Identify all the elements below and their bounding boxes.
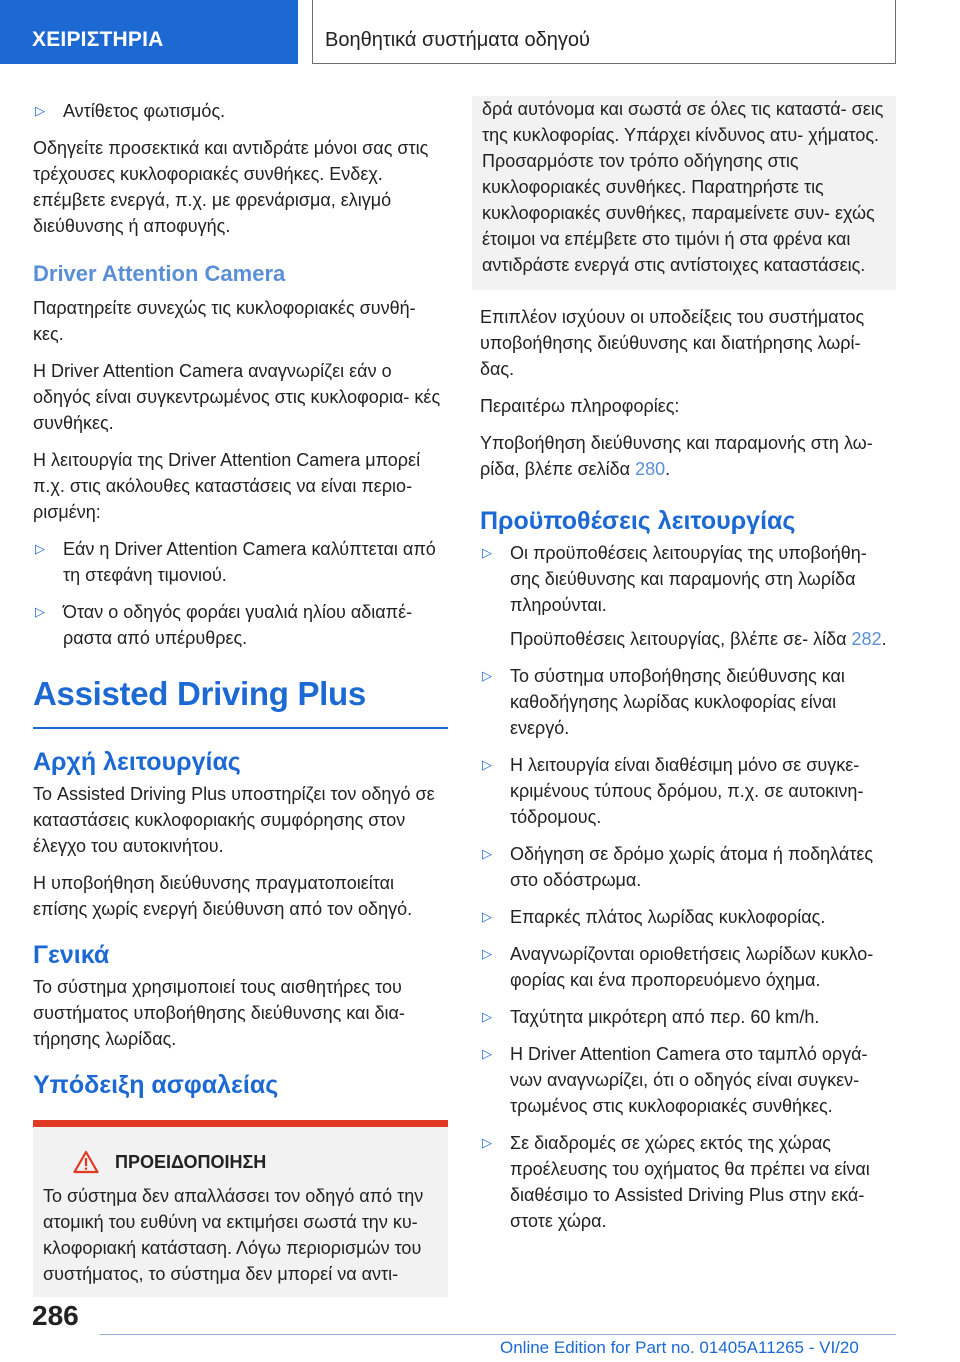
list-item: ▷ Οδήγηση σε δρόμο χωρίς άτομα ή ποδηλάτες στο οδόστρωμα. [480, 841, 895, 893]
heading-principle: Αρχή λειτουργίας [33, 748, 241, 776]
heading-safety: Υπόδειξη ασφαλείας [33, 1071, 279, 1099]
paragraph: Υποβοήθηση διεύθυνσης και παραμονής στη λω- ρίδα, βλέπε σελίδα 280. [480, 433, 873, 479]
heading-general: Γενικά [33, 941, 110, 969]
bullet-subnote: Προϋποθέσεις λειτουργίας, βλέπε σε- λίδα 282. [510, 629, 887, 649]
bullet-triangle-icon: ▷ [482, 668, 492, 683]
bullet-triangle-icon: ▷ [482, 1135, 492, 1150]
list-item: ▷ Το σύστημα υποβοήθησης διεύθυνσης και καθοδήγησης λωρίδας κυκλοφορίας είναι ενεργό. [480, 663, 895, 741]
right-column [480, 98, 895, 1245]
warning-header: ΠΡΟΕΙΔΟΠΟΙΗΣΗ [73, 1149, 438, 1175]
page-number: 286 [32, 1300, 79, 1331]
main-heading: Assisted Driving Plus [33, 675, 366, 712]
warning-text: Το σύστημα δεν απαλλάσσει τον οδηγό από την ατομική του ευθύνη να εκτιμήσει σωστά την κυ- κλοφοριακή κατάσταση. Λόγω περιορισμών του συστήματος, το σύστημα δεν μπορεί να αντι- [43, 1186, 424, 1284]
paragraph: Περαιτέρω πληροφορίες: [480, 396, 680, 416]
paragraph: Η Driver Attention Camera αναγνωρίζει εάν ο οδηγός είναι συγκεντρωμένος στις κυκλοφορια- κές συνθήκες. [33, 361, 441, 433]
bullet-triangle-icon: ▷ [35, 604, 45, 619]
warning-bar [33, 1120, 448, 1127]
list-item: ▷ Όταν ο οδηγός φοράει γυαλιά ηλίου αδιαπέ- ραστα από υπέρυθρες. [33, 599, 448, 651]
warning-triangle-icon [73, 1150, 99, 1174]
bullet-triangle-icon: ▷ [35, 103, 45, 118]
section-title: Βοηθητικά συστήματα οδηγού [312, 0, 896, 64]
list-item: ▷ Σε διαδρομές σε χώρες εκτός της χώρας προέλευσης του οχήματος θα πρέπει να είναι διαθέσιμο το Assisted Driving Plus στην εκά- στοτε χώρα. [480, 1130, 895, 1234]
page-link-282[interactable]: 282 [851, 629, 882, 649]
footer-edition: Online Edition for Part no. 01405A11265 - VI/20 [500, 1338, 859, 1357]
list-item: ▷ Αναγνωρίζονται οριοθετήσεις λωρίδων κυκλο- φορίας και ένα προπορευόμενο όχημα. [480, 941, 895, 993]
heading-divider [33, 727, 448, 729]
bullet-triangle-icon: ▷ [482, 1009, 492, 1024]
left-column [33, 98, 448, 1297]
paragraph: Παρατηρείτε συνεχώς τις κυκλοφοριακές συνθή- κες. [33, 298, 416, 344]
list-item: ▷ Η Driver Attention Camera στο ταμπλό οργά- νων αναγνωρίζει, ότι ο οδηγός είναι συγκεν- τρωμένος στις κυκλοφοριακές συνθήκες. [480, 1041, 895, 1119]
list-item: ▷ Η λειτουργία είναι διαθέσιμη μόνο σε συγκε- κριμένους τύπους δρόμου, π.χ. σε αυτοκινη- τόδρομους. [480, 752, 895, 830]
bullet-triangle-icon: ▷ [482, 545, 492, 560]
paragraph: Επιπλέον ισχύουν οι υποδείξεις του συστήματος υποβοήθησης διεύθυνσης και διατήρησης λωρί- δας. [480, 307, 865, 379]
paragraph: Το Assisted Driving Plus υποστηρίζει τον οδηγό σε καταστάσεις κυκλοφοριακής συμφόρησης στον έλεγχο του αυτοκινήτου. [33, 784, 435, 856]
page-link-280[interactable]: 280 [635, 459, 666, 479]
heading-conditions: Προϋποθέσεις λειτουργίας [480, 507, 796, 535]
bullet-triangle-icon: ▷ [482, 757, 492, 772]
list-item: ▷ Εάν η Driver Attention Camera καλύπτεται από τη στεφάνη τιμονιού. [33, 536, 448, 588]
paragraph: Η λειτουργία της Driver Attention Camera μπορεί π.χ. στις ακόλουθες καταστάσεις να είναι περιο- ρισμένη: [33, 450, 421, 522]
warning-continuation: δρά αυτόνομα και σωστά σε όλες τις καταστά- σεις της κυκλοφορίας. Υπάρχει κίνδυνος ατυ- χήματος. Προσαρμόστε τον τρόπο οδήγησης στις κυκλοφοριακές συνθήκες. Παρατηρήστε τις κυκλοφοριακές συνθήκες, παραμείνετε συν- εχώς έτοιμοι να επέμβετε στο τιμόνι ή στα φρένα και αντιδράστε ενεργά στις αντίστοιχες καταστάσεις. [472, 96, 896, 290]
chapter-tab: ΧΕΙΡΙΣΤΗΡΙΑ [0, 0, 298, 64]
bullet-triangle-icon: ▷ [482, 846, 492, 861]
bullet-triangle-icon: ▷ [482, 1046, 492, 1061]
heading-driver-attention-camera: Driver Attention Camera [33, 261, 286, 286]
footer-divider [100, 1334, 896, 1335]
list-item: ▷ Επαρκές πλάτος λωρίδας κυκλοφορίας. [480, 904, 895, 930]
bullet-triangle-icon: ▷ [482, 909, 492, 924]
paragraph: Η υποβοήθηση διεύθυνσης πραγματοποιείται επίσης χωρίς ενεργή διεύθυνση από τον οδηγό. [33, 873, 413, 919]
paragraph: Το σύστημα χρησιμοποιεί τους αισθητήρες του συστήματος υποβοήθησης διεύθυνσης και δια- τήρησης λωρίδας. [33, 977, 405, 1049]
paragraph: Οδηγείτε προσεκτικά και αντιδράτε μόνοι σας στις τρέχουσες κυκλοφοριακές συνθήκες. Ενδεχ. επέμβετε ενεργά, π.χ. με φρενάρισμα, ελιγμό διεύθυνσης ή αποφυγής. [33, 138, 429, 236]
bullet-triangle-icon: ▷ [482, 946, 492, 961]
warning-box [33, 1127, 448, 1297]
list-item: ▷ Αντίθετος φωτισμός. [33, 98, 448, 124]
list-item: ▷ Ταχύτητα μικρότερη από περ. 60 km/h. [480, 1004, 895, 1030]
list-item: ▷ Οι προϋποθέσεις λειτουργίας της υποβοήθη- σης διεύθυνσης και παραμονής στη λωρίδα πληρούνται. Προϋποθέσεις λειτουργίας, βλέπε σε- λίδα 282. [480, 540, 895, 652]
bullet-triangle-icon: ▷ [35, 541, 45, 556]
